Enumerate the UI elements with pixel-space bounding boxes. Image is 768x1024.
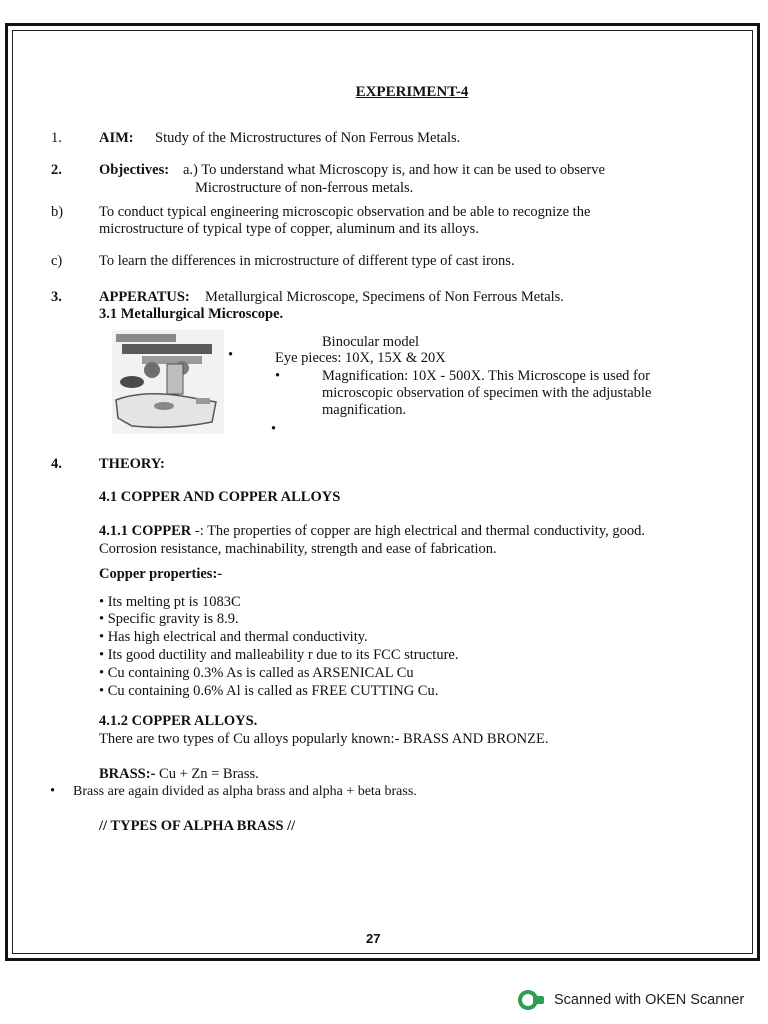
copper-property-item: • Cu containing 0.6% Al is called as FREE CUTTING Cu. [99, 683, 439, 699]
brass-label: BRASS:- [99, 766, 156, 782]
microscope-magnification-line1: Magnification: 10X - 500X. This Microscope is used for [322, 368, 650, 384]
brass-line [99, 766, 259, 783]
brass-note: Brass are again divided as alpha brass and alpha + beta brass. [73, 784, 417, 799]
section-4-1-1-line1 [99, 523, 645, 540]
microscope-bullet-3: • [271, 421, 277, 437]
microscope-magnification-line2: microscopic observation of specimen with the adjustable [322, 385, 652, 401]
theory-number: 4. [51, 456, 62, 472]
objectives-number: 2. [51, 162, 62, 178]
page-number: 27 [366, 931, 381, 946]
brass-equation: Cu + Zn = Brass. [155, 766, 259, 782]
document-title: EXPERIMENT-4 [355, 84, 469, 100]
copper-property-item: • Its good ductility and malleability r due to its FCC structure. [99, 647, 459, 663]
microscope-photo [112, 330, 224, 434]
objective-b-number: b) [51, 204, 64, 220]
apparatus-number: 3. [51, 289, 62, 305]
microscope-bullet-1: • [228, 347, 234, 363]
objective-a-line1: a.) To understand what Microscopy is, and how it can be used to observe [183, 162, 605, 178]
aim-text: Study of the Microstructures of Non Ferrous Metals. [155, 130, 461, 146]
objective-c-line1: To learn the differences in microstructure of different type of cast irons. [99, 253, 515, 269]
copper-property-item: • Specific gravity is 8.9. [99, 611, 239, 627]
copper-properties-heading: Copper properties:- [99, 566, 223, 582]
objective-b-line2: microstructure of typical type of copper, aluminum and its alloys. [99, 221, 479, 237]
objective-c-number: c) [51, 253, 63, 269]
scanner-watermark-text: Scanned with OKEN Scanner [554, 992, 745, 1008]
microscope-eyepieces: Eye pieces: 10X, 15X & 20X [275, 350, 446, 366]
section-4-1-1-line2: Corrosion resistance, machinability, strength and ease of fabrication. [99, 541, 497, 557]
aim-label: AIM: [99, 130, 134, 146]
microscope-magnification-line3: magnification. [322, 402, 407, 418]
microscope-binocular: Binocular model [322, 334, 420, 350]
scanner-watermark [518, 990, 744, 1010]
objective-a-line2: Microstructure of non-ferrous metals. [195, 180, 414, 196]
objective-b-line1: To conduct typical engineering microscopic observation and be able to recognize the [99, 204, 591, 220]
section-4-1-2-text: There are two types of Cu alloys popularly known:- BRASS AND BRONZE. [99, 731, 549, 747]
theory-label: THEORY: [99, 456, 165, 472]
section-4-1-2-heading: 4.1.2 COPPER ALLOYS. [99, 713, 258, 729]
apparatus-subheading: 3.1 Metallurgical Microscope. [99, 306, 284, 322]
apparatus-text: Metallurgical Microscope, Specimens of Non Ferrous Metals. [205, 289, 564, 305]
section-4-1-heading: 4.1 COPPER AND COPPER ALLOYS [99, 489, 341, 505]
oken-scanner-logo-icon [518, 990, 546, 1010]
brass-bullet: • [50, 783, 56, 799]
aim-number: 1. [51, 130, 62, 146]
copper-property-item: • Its melting pt is 1083C [99, 594, 241, 610]
copper-property-item: • Cu containing 0.3% As is called as ARSENICAL Cu [99, 665, 414, 681]
section-4-1-1-text: -: The properties of copper are high electrical and thermal conductivity, good. [191, 523, 645, 539]
section-4-1-1-heading: 4.1.1 COPPER [99, 523, 192, 539]
microscope-bullet-2: • [275, 368, 281, 384]
alpha-brass-heading: // TYPES OF ALPHA BRASS // [99, 818, 296, 834]
apparatus-label: APPERATUS: [99, 289, 190, 305]
copper-property-item: • Has high electrical and thermal conductivity. [99, 629, 368, 645]
objectives-label: Objectives: [99, 162, 170, 178]
